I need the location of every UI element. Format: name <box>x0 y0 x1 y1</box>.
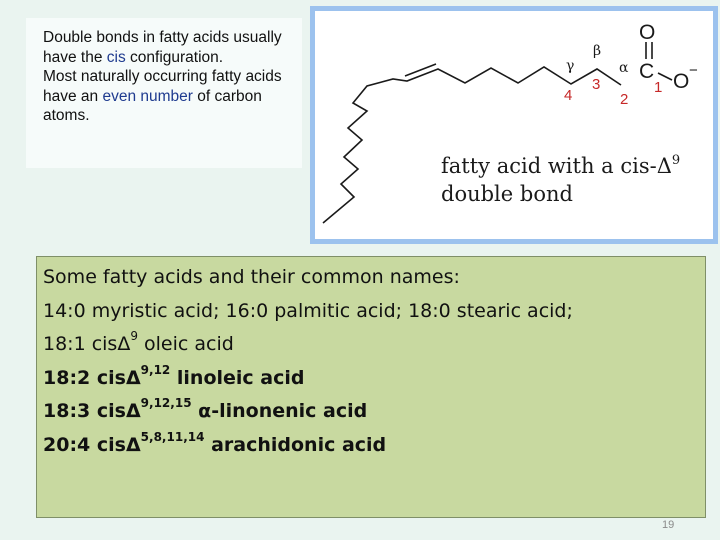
saturated-acids-line: 14:0 myristic acid; 16:0 palmitic acid; 18:0 stearic acid; <box>43 299 573 322</box>
linolenic-name: α-linonenic acid <box>191 400 368 422</box>
gamma-label: γ <box>566 58 575 74</box>
arachidonic-acid-line <box>43 429 705 463</box>
intro-text: Double bonds in fatty acids usually have the <box>43 29 282 66</box>
cis-double-bond-line <box>405 64 436 76</box>
linolenic-notation: 18:3 cisΔ <box>43 400 141 422</box>
intro-text-box <box>26 18 302 168</box>
negative-charge: − <box>689 62 698 79</box>
position-number-2: 2 <box>620 91 629 108</box>
caption-text: fatty acid with a cis-Δ <box>441 154 672 178</box>
fatty-acid-names-box <box>36 256 706 518</box>
intro-text: configuration. <box>125 48 224 66</box>
oxygen-anion-atom: O <box>673 70 690 93</box>
linoleic-superscript: 9,12 <box>140 362 171 377</box>
arachidonic-notation: 20:4 cisΔ <box>43 433 141 456</box>
linoleic-name: linoleic acid <box>170 366 305 389</box>
oleic-superscript: 9 <box>130 329 138 343</box>
even-number-highlight: even number <box>102 87 193 105</box>
figure-caption-line2: double bond <box>441 182 573 206</box>
intro-paragraph-even <box>26 67 302 126</box>
structure-diagram <box>315 11 713 239</box>
carboxyl-carbon-atom: C <box>639 60 655 83</box>
arachidonic-superscript: 5,8,11,14 <box>140 429 205 444</box>
arachidonic-name: arachidonic acid <box>204 433 387 456</box>
figure-caption-line1 <box>441 153 680 178</box>
alpha-label: α <box>619 60 629 76</box>
intro-text: of carbon atoms. <box>43 87 262 124</box>
oleic-notation: 18:1 cisΔ <box>43 333 131 355</box>
intro-paragraph-cis <box>26 18 302 67</box>
beta-label: β <box>593 43 602 59</box>
linoleic-notation: 18:2 cisΔ <box>43 366 141 389</box>
names-heading: Some fatty acids and their common names: <box>43 266 460 288</box>
caption-superscript: 9 <box>671 153 681 168</box>
linolenic-superscript: 9,12,15 <box>140 396 192 410</box>
linoleic-acid-line <box>43 362 705 396</box>
position-number-4: 4 <box>564 87 573 104</box>
oxygen-top-atom: O <box>639 21 656 44</box>
fatty-acid-structure-figure <box>310 6 718 244</box>
linolenic-acid-line <box>43 395 705 429</box>
intro-text: Most naturally occurring fatty acids have an <box>43 68 282 105</box>
oleic-acid-line <box>43 328 705 362</box>
cis-highlight: cis <box>106 48 126 66</box>
position-number-3: 3 <box>592 76 601 93</box>
position-number-1: 1 <box>654 79 663 96</box>
oleic-name: oleic acid <box>137 333 234 355</box>
page-number: 19 <box>662 519 675 531</box>
